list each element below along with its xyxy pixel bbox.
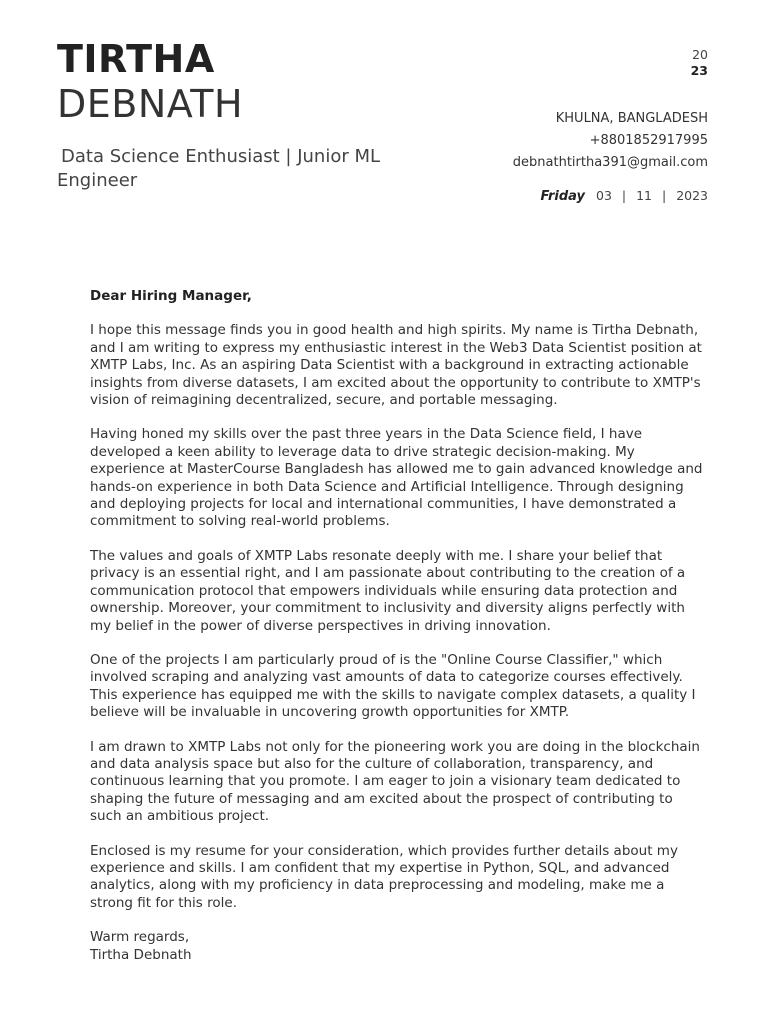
last-name: DEBNATH: [57, 82, 244, 126]
location: KHULNA, BANGLADESH: [555, 111, 708, 126]
date-separator: |: [621, 188, 627, 203]
year-block: [691, 47, 708, 79]
letter-body: [90, 288, 704, 964]
year-part-1: 20: [692, 47, 708, 62]
date-value-3: 2023: [676, 188, 708, 203]
salutation: Dear Hiring Manager,: [90, 288, 252, 304]
signature: Tirtha Debnath: [90, 946, 192, 963]
letter-paragraph: The values and goals of XMTP Labs resonate deeply with me. I share your belief that privacy is an essential right, and I am passionate about contributing to the creation of a communication protocol that empowers individuals while ensuring data protection and ownership. Moreover, your commitment to inclusivity and diversity aligns perfectly with my belief in the power of diverse perspectives in driving innovation.: [90, 547, 686, 634]
letter-paragraph: I am drawn to XMTP Labs not only for the pioneering work you are doing in the blockchain and data analysis space but also for the culture of collaboration, transparency, and continuous learning that you promote. I am eager to join a visionary team dedicated to shaping the future of messaging and am excited about the prospect of contributing to such an ambitious project.: [90, 738, 700, 825]
closing: Warm regards,: [90, 929, 190, 946]
letter-paragraph: One of the projects I am particularly proud of is the "Online Course Classifier," which involved scraping and analyzing vast amounts of data to categorize courses effectively. This experience has equipped me with the skills to navigate complex datasets, a quality I believe will be invaluable in uncovering growth opportunities for XMTP.: [90, 651, 696, 721]
letter-paragraph: I hope this message finds you in good health and high spirits. My name is Tirtha Debnath, and I am writing to express my enthusiastic interest in the Web3 Data Scientist position at XMTP Labs, Inc. As an aspiring Data Scientist with a background in extracting actionable insights from diverse datasets, I am excited about the opportunity to contribute to XMTP's vision of reimagining decentralized, secure, and portable messaging.: [90, 322, 702, 409]
year-part-2: 23: [690, 63, 708, 78]
phone-number: +8801852917995: [589, 133, 708, 148]
first-name: TIRTHA: [57, 37, 215, 81]
date-separator: |: [661, 188, 667, 203]
email-address: debnathtirtha391@gmail.com: [512, 155, 708, 170]
contact-block: [513, 108, 708, 174]
date-value-2: 11: [636, 188, 652, 203]
tagline: Data Science Enthusiast | Junior ML Engineer: [57, 146, 381, 191]
date-value-1: 03: [596, 188, 612, 203]
letter-paragraph: Enclosed is my resume for your consideration, which provides further details about my experience and skills. I am confident that my expertise in Python, SQL, and advanced analytics, along with my proficiency in data preprocessing and modeling, make me a strong fit for this role.: [90, 842, 678, 911]
date-line: [541, 188, 708, 204]
date-day: Friday: [540, 189, 586, 204]
letter-paragraph: Having honed my skills over the past three years in the Data Science field, I have developed a keen ability to leverage data to drive strategic decision-making. My experience at MasterCourse Bangladesh has allowed me to gain advanced knowledge and hands-on experience in both Data Science and Artificial Intelligence. Through designing and deploying projects for local and international communities, I have demonstrated a commitment to solving real-world problems.: [90, 426, 703, 530]
